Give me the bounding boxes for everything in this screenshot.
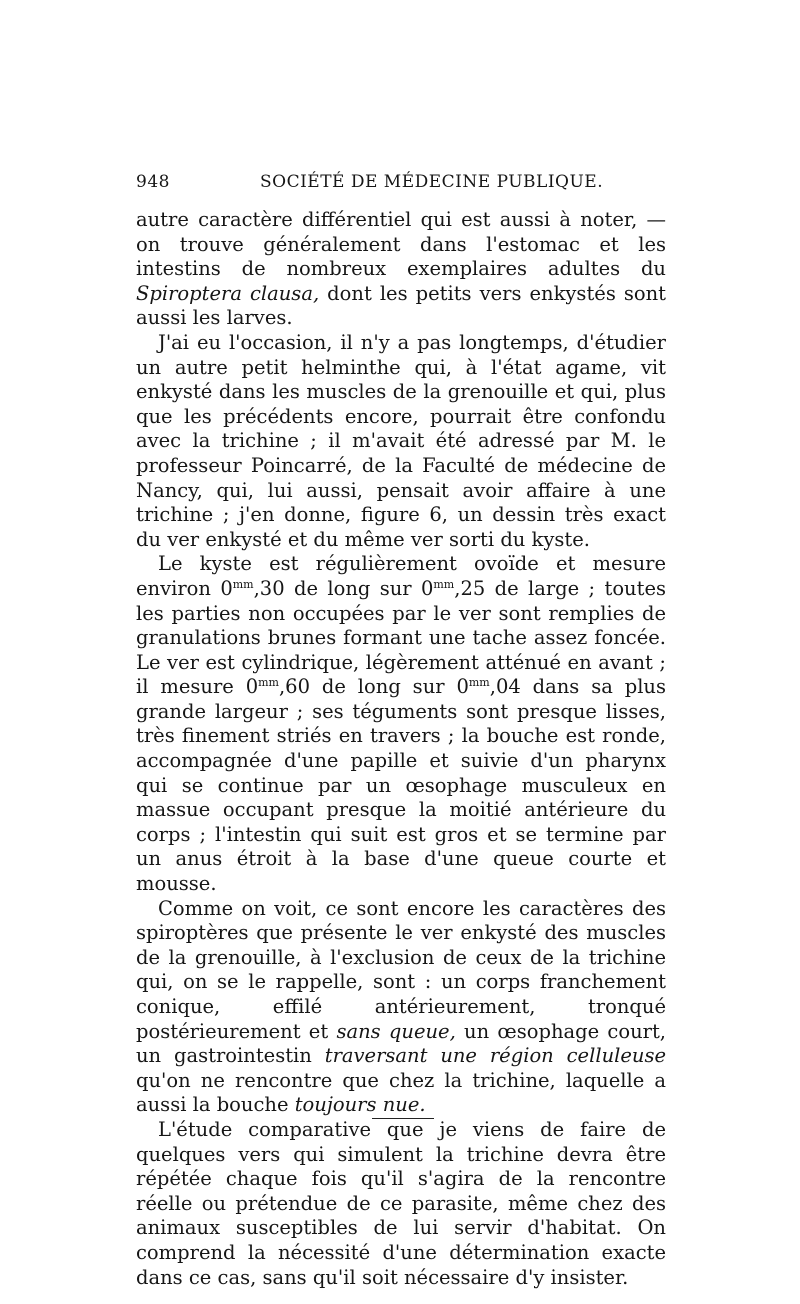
unit-superscript: mm <box>433 577 455 591</box>
paragraph-4-text-c: qu'on ne rencontre que chez la trichine, laquelle a aussi la bouche <box>136 1068 666 1117</box>
paragraph-4-text-b: un œsophage court, un gastrointestin <box>136 1019 666 1068</box>
paragraph-3-text-b: ,30 de long sur 0 <box>253 576 434 600</box>
paragraph-5-text: L'étude comparative que je viens de faire de quelques vers qui simulent la trichine devra être répétée chaque fois qu'il s'agira de la rencontre réelle ou prétendue de ce parasite, même chez des animaux susceptibles de lui servir d'habitat. On comprend la nécessité d'une détermination exacte dans ce cas, sans qu'il soit nécessaire d'y insister. <box>136 1117 666 1289</box>
paragraph-2 <box>136 331 666 552</box>
paragraph-3-text-e: ,04 dans sa plus grande largeur ; ses téguments sont presque lisses, très finement striés en travers ; la bouche est ronde, accompagnée d'une papille et suivie d'un pharynx qui se continue par un œsophage musculeux en massue occupant presque la moitié antérieure du corps ; l'intestin qui suit est gros et se termine par un anus étroit à la base d'une queue courte et mousse. <box>136 675 667 896</box>
page-number: 948 <box>136 172 170 192</box>
running-head-title: SOCIÉTÉ DE MÉDECINE PUBLIQUE. <box>260 172 604 192</box>
unit-superscript: mm <box>468 676 490 690</box>
paragraph-2-text: J'ai eu l'occasion, il n'y a pas longtemps, d'étudier un autre petit helminthe qui, à l'état agame, vit enkysté dans les muscles de la grenouille et qui, plus que les précédents encore, pourrait être confondu avec la trichine ; il m'avait été adressé par M. le professeur Poincarré, de la Faculté de médecine de Nancy, qui, lui aussi, pensait avoir affaire à une trichine ; j'en donne, figure 6, un dessin très exact du ver enkysté et du même ver sorti du kyste. <box>136 330 666 551</box>
paragraph-3-text-d: ,60 de long sur 0 <box>278 675 469 699</box>
paragraph-1 <box>136 208 666 331</box>
paragraph-4 <box>136 897 666 1118</box>
paragraph-5 <box>136 1118 666 1290</box>
paragraph-1-text-a: autre caractère différentiel qui est aussi à noter, — on trouve généralement dans l'estomac et les intestins de nombreux exemplaires adultes du <box>136 208 666 281</box>
paragraph-3-text-c: ,25 de large ; toutes les parties non occupées par le ver sont remplies de granulations brunes formant une tache assez foncée. Le ver est cylindrique, légèrement atténué en avant ; il mesure 0 <box>136 576 666 699</box>
paragraph-1-text-b: dont les petits vers enkystés sont aussi les larves. <box>136 281 666 330</box>
running-head <box>136 172 666 198</box>
unit-superscript: mm <box>232 577 254 591</box>
species-name-italic: Spiroptera clausa, <box>136 281 320 305</box>
italic-phrase: toujours nue. <box>294 1093 426 1117</box>
paragraph-3 <box>136 552 666 896</box>
italic-phrase: traversant une région celluleuse <box>324 1044 667 1068</box>
paragraph-4-text-a: Comme on voit, ce sont encore les caractères des spiroptères que présente le ver enkysté des muscles de la grenouille, à l'exclusion de ceux de la trichine qui, on se le rappelle, sont : un corps franchement conique, effilé antérieurement, tronqué postérieurement et <box>136 896 666 1043</box>
unit-superscript: mm <box>258 676 279 690</box>
section-end-rule <box>372 1118 434 1119</box>
italic-phrase: sans queue, <box>336 1019 456 1043</box>
text-body <box>136 208 666 1290</box>
paragraph-3-text-a: Le kyste est régulièrement ovoïde et mesure environ 0 <box>136 552 666 600</box>
